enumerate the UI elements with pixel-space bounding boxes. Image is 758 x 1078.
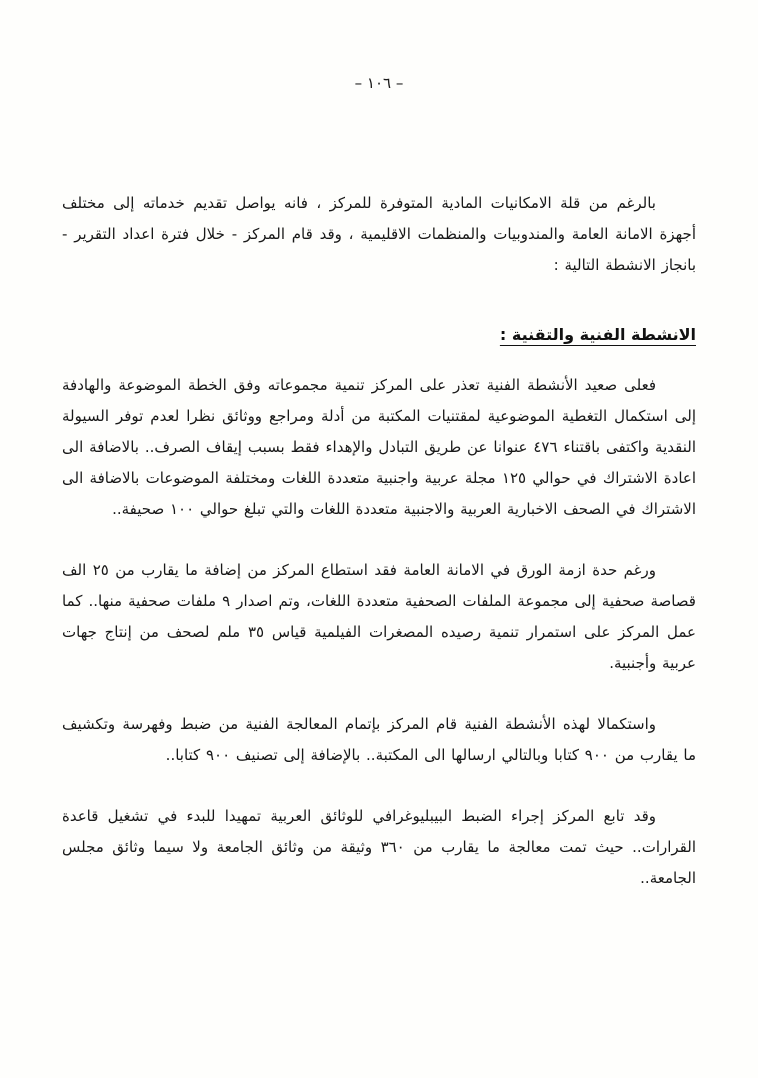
section-heading-row bbox=[62, 311, 696, 370]
paragraph-processing-books: واستكمالا لهذه الأنشطة الفنية قام المركز بإتمام المعالجة الفنية من ضبط وفهرسة وتكشيف ما يقارب من ٩٠٠ كتابا وبالتالي ارسالها الى المكتبة.. بالإضافة إلى تصنيف ٩٠٠ كتابا.. bbox=[62, 715, 696, 764]
section-heading: الانشطة الفنية والتقنية : bbox=[499, 325, 696, 344]
page-number: – ١٠٦ – bbox=[354, 74, 404, 92]
paragraph-bibliographic-control: وقد تابع المركز إجراء الضبط البيبليوغرافي للوثائق العربية تمهيدا للبدء في تشغيل قاعدة القرارات.. حيث تمت معالجة ما يقارب من ٣٦٠ وثيقة من وثائق الجامعة ولا سيما وثائق مجلس الجامعة.. bbox=[62, 807, 697, 887]
paragraph-technical-activities: فعلى صعيد الأنشطة الفنية تعذر على المركز تنمية مجموعاته وفق الخطة الموضوعة والهادفة إلى استكمال التغطية الموضوعية لمقتنيات المكتبة من أدلة ومراجع ووثائق نظرا لعدم توفر السيولة النقدية واكتفى باقتناء ٤٧٦ عنوانا عن طريق التبادل والإهداء فقط بسبب إيقاف الصرف.. بالاضافة الى اعادة الاشتراك في حوالي ١٢٥ مجلة عربية واجنبية متعددة اللغات ومختلفة الموضوعات بالاضافة الى الاشتراك في الصحف الاخبارية العربية والاجنبية متعددة اللغات والتي تبلغ حوالي ١٠٠ صحيفة.. bbox=[62, 376, 697, 518]
intro-paragraph: بالرغم من قلة الامكانيات المادية المتوفرة للمركز ، فانه يواصل تقديم خدماته إلى مختلف أجهزة الامانة العامة والمندوبيات والمنظمات الاقليمية ، وقد قام المركز - خلال فترة اعداد التقرير - بانجاز الانشطة التالية : bbox=[62, 194, 696, 274]
paragraph-paper-crisis: ورغم حدة ازمة الورق في الامانة العامة فقد استطاع المركز من إضافة ما يقارب من ٢٥ الف قصاصة صحفية إلى مجموعة الملفات الصحفية متعددة اللغات، وتم اصدار ٩ ملفات صحفية منها.. كما عمل المركز على استمرار تنمية رصيده المصغرات الفيلمية قياس ٣٥ ملم لصحف من إنتاج جهات عربية وأجنبية. bbox=[62, 561, 696, 672]
